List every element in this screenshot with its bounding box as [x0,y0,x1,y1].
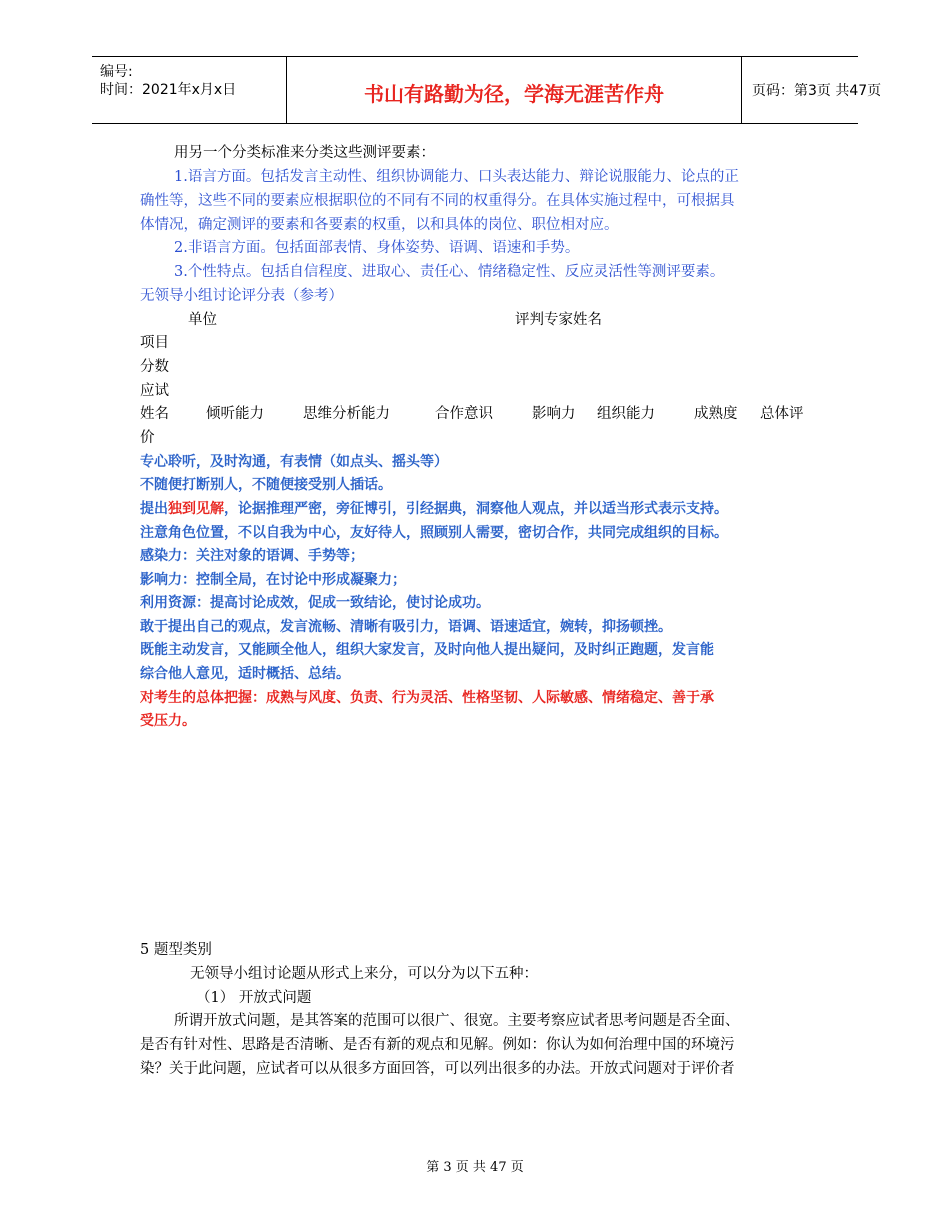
criteria-insight-post: ，论据推理严密，旁征博引，引经据典，洞察他人观点，并以适当形式表示支持。 [224,501,728,517]
table-unit-label: 单位 [188,312,217,328]
header-motto-cell [286,57,742,123]
header-page-label: 页码：第3页 共47页 [752,83,882,99]
criteria-line: 感染力：关注对象的语调、手势等； [140,548,364,564]
table-title: 无领导小组讨论评分表（参考） [140,288,343,304]
item-1-line-3: 体情况，确定测评的要素和各要素的权重，以和具体的岗位、职位相对应。 [140,217,619,233]
row-label-candidate: 应试 [140,383,169,399]
criteria-line: 不随便打断别人，不随便接受别人插话。 [140,477,392,493]
page-footer: 第 3 页 共 47 页 [426,1160,524,1175]
criteria-line: 利用资源：提高讨论成效，促成一致结论，使讨论成功。 [140,595,490,611]
intro-text: 用另一个分类标准来分类这些测评要素： [174,145,435,161]
overall-line-2: 受压力。 [140,713,196,729]
header-right [742,57,882,123]
overall-line-1: 对考生的总体把握：成熟与风度、负责、行为灵活、性格坚韧、人际敏感、情绪稳定、善于承 [140,690,714,706]
col-organization: 组织能力 [597,406,655,422]
item-1-line-2: 确性等，这些不同的要素应根据职位的不同有不同的权重得分。在具体实施过程中，可根据具 [140,193,735,209]
criteria-line-insight [140,499,728,519]
col-influence: 影响力 [532,406,576,422]
criteria-insight-highlight: 独到见解 [168,501,224,517]
col-analysis: 思维分析能力 [303,406,390,422]
section-intro: 无领导小组讨论题从形式上来分，可以分为以下五种： [190,966,538,982]
col-cooperation: 合作意识 [435,406,493,422]
page-header [92,56,882,124]
doc-number-label: 编号: [100,64,133,80]
doc-date-label: 时间：2021年x月x日 [100,82,237,98]
criteria-insight-pre: 提出 [140,501,168,517]
subsection-title: （1） 开放式问题 [196,990,312,1006]
criteria-line: 综合他人意见，适时概括、总结。 [140,666,350,682]
criteria-line: 专心聆听，及时沟通，有表情（如点头、摇头等） [140,454,448,470]
row-label-score: 分数 [140,359,169,375]
section-title: 5 题型类别 [140,942,212,958]
row-label-evaluation: 价 [140,430,155,446]
criteria-line: 既能主动发言，又能顾全他人，组织大家发言，及时向他人提出疑问，及时纠正跑题，发言能 [140,642,714,658]
row-label-name: 姓名 [140,406,169,422]
paragraph-line-1: 所谓开放式问题，是其答案的范围可以很广、很宽。主要考察应试者思考问题是否全面、 [174,1013,740,1029]
paragraph-line-2: 是否有针对性、思路是否清晰、是否有新的观点和见解。例如：你认为如何治理中国的环境污 [140,1037,735,1053]
item-3: 3.个性特点。包括自信程度、进取心、责任心、情绪稳定性、反应灵活性等测评要素。 [174,264,725,280]
row-label-item: 项目 [140,335,169,351]
criteria-line: 敢于提出自己的观点，发言流畅、清晰有吸引力，语调、语速适宜，婉转，抑扬顿挫。 [140,619,672,635]
item-2: 2.非语言方面。包括面部表情、身体姿势、语调、语速和手势。 [174,240,580,256]
item-1-line-1: 1.语言方面。包括发言主动性、组织协调能力、口头表达能力、辩论说服能力、论点的正 [174,169,739,185]
table-judge-label: 评判专家姓名 [515,312,602,328]
header-motto: 书山有路勤为径，学海无涯苦作舟 [364,82,664,106]
criteria-line: 影响力：控制全局，在讨论中形成凝聚力； [140,572,406,588]
col-maturity: 成熟度 [694,406,738,422]
criteria-line: 注意角色位置，不以自我为中心，友好待人，照顾别人需要，密切合作，共同完成组织的目标。 [140,525,728,541]
col-overall: 总体评 [760,406,804,422]
col-listening: 倾听能力 [206,406,264,422]
paragraph-line-3: 染？关于此问题，应试者可以从很多方面回答，可以列出很多的办法。开放式问题对于评价者 [140,1061,735,1077]
header-left [92,57,286,123]
